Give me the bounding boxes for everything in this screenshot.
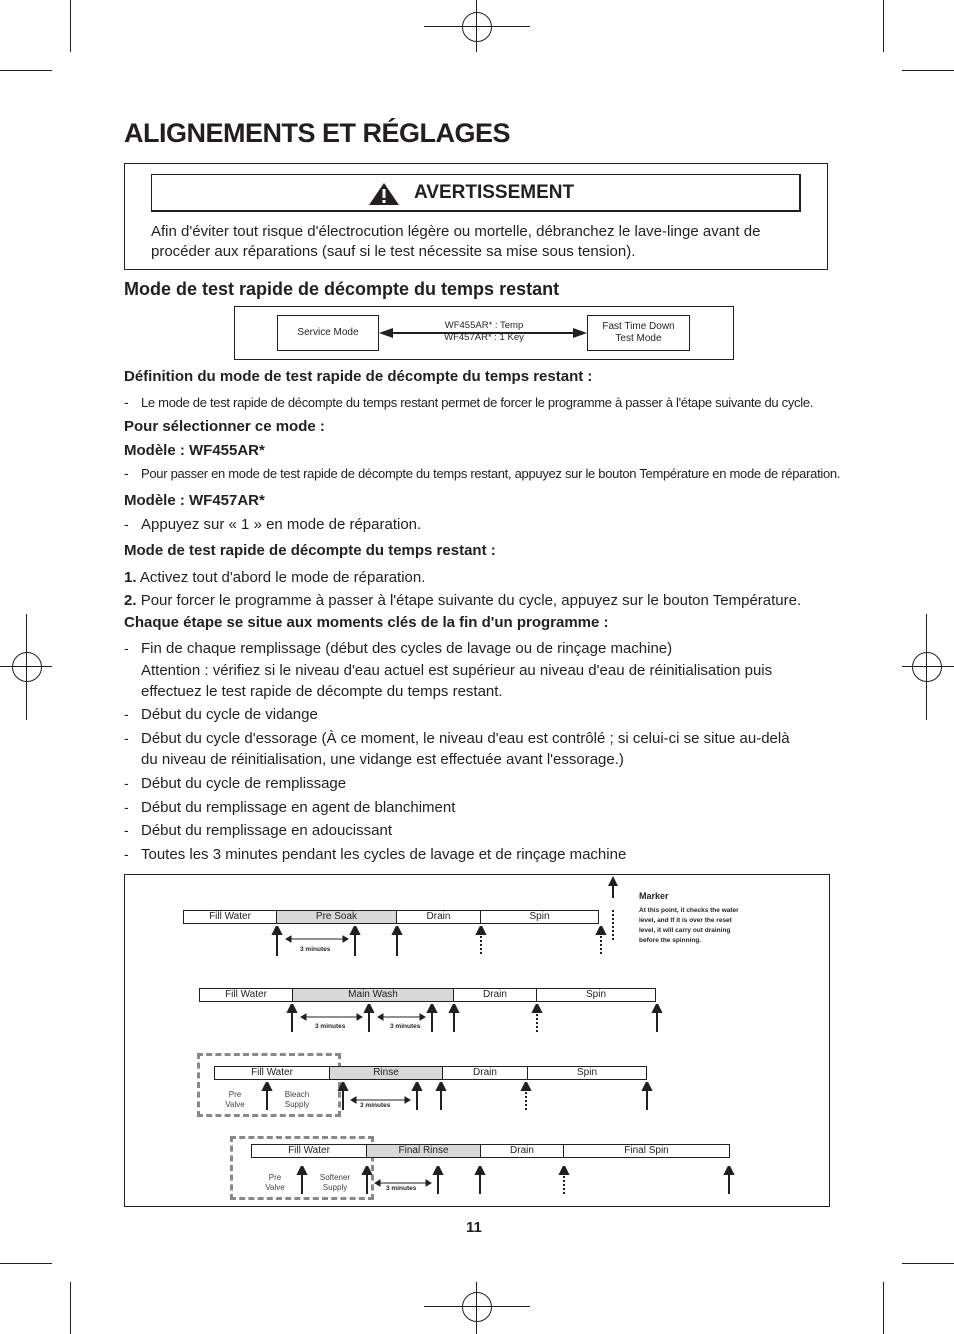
row3-arrows — [260, 1082, 660, 1112]
bullet-dash: - — [124, 394, 129, 410]
marker-text-line3: level, it will carry out draining — [639, 927, 731, 934]
row4-pre: Pre — [268, 1173, 282, 1182]
flow-right-label — [602, 321, 674, 345]
step-item-3-line2: du niveau de réinitialisation, une vidange est effectuée avant l'essorage.) — [141, 751, 624, 768]
registration-line — [476, 1282, 477, 1334]
fast-mode-heading: Mode de test rapide de décompte du temps restant : — [124, 542, 496, 559]
model1-heading: Modèle : WF455AR* — [124, 442, 265, 459]
registration-line — [424, 26, 530, 27]
select-heading: Pour sélectionner ce mode : — [124, 418, 325, 435]
registration-line — [26, 614, 27, 720]
row1-fill-water: Fill Water — [183, 910, 277, 924]
row3-bleach-supply — [280, 1090, 314, 1110]
row2-fill-water: Fill Water — [199, 988, 293, 1002]
row3-fill-water: Fill Water — [214, 1066, 330, 1080]
registration-line — [476, 0, 477, 52]
flow-box-service-mode — [277, 315, 379, 351]
row1-three-minutes: 3 minutes — [300, 946, 331, 953]
definition-heading: Définition du mode de test rapide de décompte du temps restant : — [124, 368, 593, 385]
flow-arrow — [379, 326, 587, 340]
row4-softener: Softener — [319, 1173, 351, 1182]
row2-three-minutes-a: 3 minutes — [315, 1023, 346, 1030]
page-number: 11 — [466, 1219, 482, 1236]
registration-line — [424, 1306, 530, 1307]
step-item-3-line1: Début du cycle d'essorage (À ce moment, le niveau d'eau est contrôlé ; si celui-ci se situe au-delà — [141, 730, 790, 747]
step-item-5: Début du remplissage en agent de blanchiment — [141, 799, 456, 816]
bullet-dash: - — [124, 846, 129, 862]
crop-mark — [902, 1263, 954, 1264]
warning-icon — [368, 182, 400, 206]
step-item-7: Toutes les 3 minutes pendant les cycles de lavage et de rinçage machine — [141, 846, 627, 863]
bullet-dash: - — [124, 730, 129, 746]
bullet-dash: - — [124, 706, 129, 722]
bullet-dash: - — [124, 516, 129, 532]
registration-mark — [912, 652, 942, 682]
flow-left-label: Service Mode — [297, 327, 359, 338]
row2-spin: Spin — [536, 988, 656, 1002]
registration-mark — [12, 652, 42, 682]
section-heading: Mode de test rapide de décompte du temps restant — [124, 279, 560, 299]
row3-pre-valve — [222, 1090, 248, 1110]
marker-text-line2: level, and If it is over the reset — [639, 917, 732, 924]
registration-mark — [462, 1292, 492, 1322]
row2-main-wash: Main Wash — [292, 988, 454, 1002]
row4-softener-supply — [315, 1173, 355, 1193]
row1-spin: Spin — [480, 910, 599, 924]
crop-mark — [883, 0, 884, 52]
row4-final-rinse: Final Rinse — [366, 1144, 481, 1158]
row2-three-minutes-b: 3 minutes — [390, 1023, 421, 1030]
flow-box-fast-time-down — [587, 315, 690, 351]
step-item-6: Début du remplissage en adoucissant — [141, 822, 392, 839]
row3-valve: Valve — [225, 1100, 245, 1109]
bullet-dash: - — [124, 822, 129, 838]
row4-final-spin: Final Spin — [563, 1144, 730, 1158]
marker-label: Marker — [639, 891, 669, 901]
crop-mark — [70, 0, 71, 52]
step-item-1-line3: effectuez le test rapide de décompte du temps restant. — [141, 683, 503, 700]
flow-right-line1: Fast Time Down — [602, 321, 675, 332]
row1-arrows — [270, 926, 610, 958]
step-item-4: Début du cycle de remplissage — [141, 775, 347, 792]
bullet-dash: - — [124, 775, 129, 791]
model1-text: Pour passer en mode de test rapide de décompte du temps restant, appuyez sur le bouton Température en mode de réparation. — [141, 466, 841, 481]
row4-valve: Valve — [265, 1183, 285, 1192]
step-item-2: Début du cycle de vidange — [141, 706, 318, 723]
crop-mark — [0, 1263, 52, 1264]
definition-text: Le mode de test rapide de décompte du temps restant permet de forcer le programme à passer à l'étape suivante du cycle. — [141, 395, 814, 410]
flow-right-line2: Test Mode — [615, 333, 662, 344]
steps-heading: Chaque étape se situe aux moments clés de la fin d'un programme : — [124, 614, 609, 631]
row3-spin: Spin — [527, 1066, 647, 1080]
crop-mark — [70, 1282, 71, 1334]
row3-three-minutes: 3 minutes — [360, 1102, 391, 1109]
step-item-1-line2: Attention : vérifiez si le niveau d'eau actuel est supérieur au niveau d'eau de réinitialisation puis — [141, 662, 773, 679]
step1 — [124, 569, 425, 586]
step2-text: Pour forcer le programme à passer à l'étape suivante du cycle, appuyez sur le bouton Température. — [140, 592, 802, 609]
row1-pre-soak: Pre Soak — [276, 910, 397, 924]
row4-arrows — [295, 1166, 740, 1196]
flow-middle-line1: WF455AR* : Temp — [444, 320, 524, 331]
row1-drain: Drain — [396, 910, 481, 924]
row4-supply: Supply — [322, 1183, 348, 1192]
registration-mark — [462, 12, 492, 42]
crop-mark — [0, 70, 52, 71]
row4-drain: Drain — [480, 1144, 564, 1158]
row3-drain: Drain — [442, 1066, 528, 1080]
row2-drain: Drain — [453, 988, 537, 1002]
model2-text: Appuyez sur « 1 » en mode de réparation. — [141, 516, 422, 533]
crop-mark — [902, 70, 954, 71]
row3-pre: Pre — [228, 1090, 242, 1099]
warning-text: Afin d'éviter tout risque d'électrocution légère ou mortelle, débranchez le lave-linge avant de procéder aux réparations (sauf si le test nécessite sa mise sous tension). — [151, 223, 761, 260]
page-title: ALIGNEMENTS ET RÉGLAGES — [124, 118, 511, 148]
row4-three-minutes: 3 minutes — [386, 1185, 417, 1192]
row3-rinse: Rinse — [329, 1066, 443, 1080]
bullet-dash: - — [124, 640, 129, 656]
step1-number: 1. — [124, 569, 137, 586]
model2-heading: Modèle : WF457AR* — [124, 492, 265, 509]
bullet-dash: - — [124, 799, 129, 815]
row4-fill-water: Fill Water — [251, 1144, 367, 1158]
row3-supply: Supply — [284, 1100, 310, 1109]
marker-text-line1: At this point, it checks the water — [639, 907, 739, 914]
step1-text: Activez tout d'abord le mode de réparation. — [139, 569, 426, 586]
registration-line — [902, 666, 954, 667]
step2-number: 2. — [124, 592, 137, 609]
row4-pre-valve — [262, 1173, 288, 1193]
flow-middle-line2: WF457AR* : 1 Key — [444, 332, 524, 343]
marker-text-line4: before the spinning. — [639, 937, 702, 944]
registration-line — [926, 614, 927, 720]
crop-mark — [883, 1282, 884, 1334]
bullet-dash: - — [124, 465, 129, 481]
step-item-1-line1: Fin de chaque remplissage (début des cycles de lavage ou de rinçage machine) — [141, 640, 673, 657]
row3-bleach: Bleach — [284, 1090, 310, 1099]
warning-label: AVERTISSEMENT — [414, 182, 575, 203]
step2 — [124, 592, 801, 609]
